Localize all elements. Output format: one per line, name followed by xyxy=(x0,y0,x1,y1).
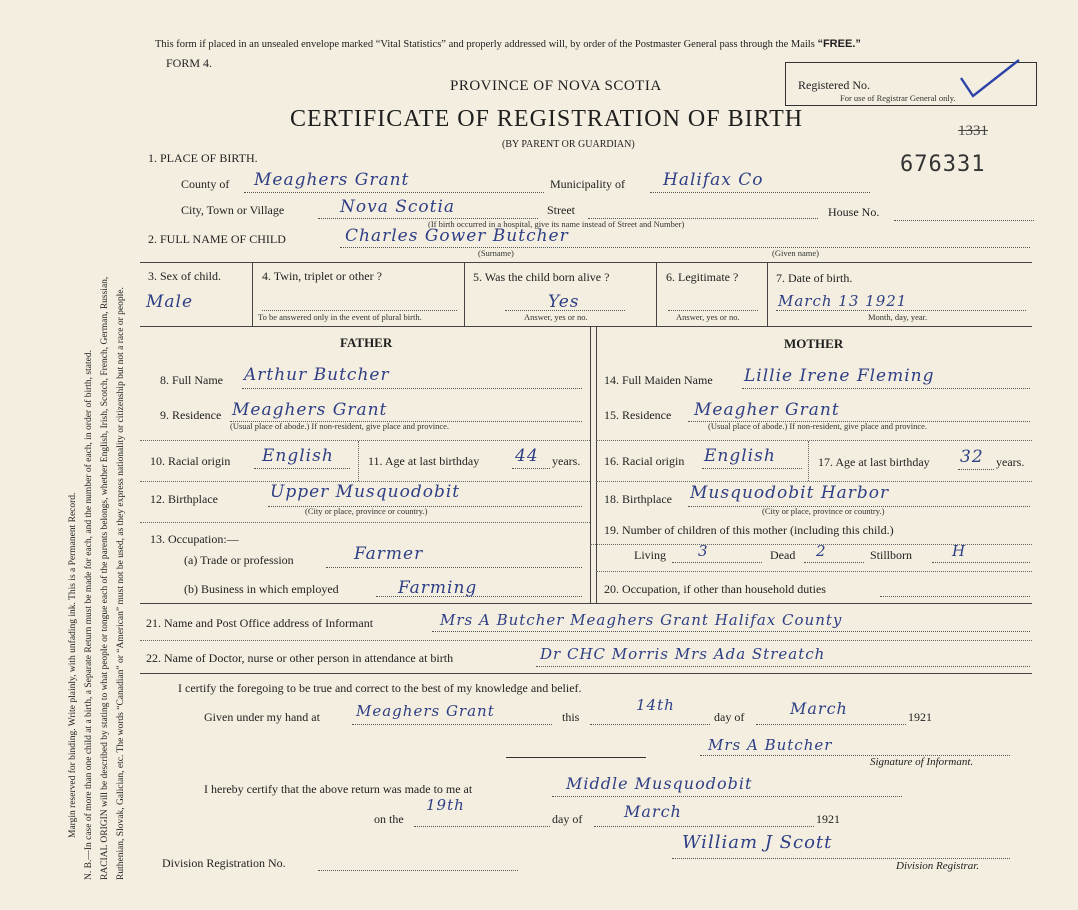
father-racial-value: English xyxy=(262,446,334,466)
mother-name-line xyxy=(742,388,1030,389)
mother-racial-line xyxy=(702,468,802,469)
street-note: (If birth occurred in a hospital, give its name instead of Street and Number) xyxy=(428,219,685,229)
father-racial-line xyxy=(254,468,350,469)
rule-22-bottom xyxy=(140,673,1032,674)
father-residence-value: Meaghers Grant xyxy=(232,400,388,420)
living-value: 3 xyxy=(698,542,709,560)
child-name-label: 2. FULL NAME OF CHILD xyxy=(148,232,286,246)
registrar-place-line xyxy=(552,796,902,797)
margin-note-racial-origin-cont: Ruthenian, Slovak, Galician, etc. The words “Canadian” or “American” must not be used, as they express nationality or citizenship but not a race or people. xyxy=(116,287,126,880)
margin-note-racial-origin: RACIAL ORIGIN will be described by stating to what people or tongue each of the parents belongs, whether English, Irish, Scotch, French, German, Russian, xyxy=(100,276,110,880)
legitimate-note: Answer, yes or no. xyxy=(676,312,740,322)
twin-note: To be answered only in the event of plural birth. xyxy=(258,312,422,322)
form-number: FORM 4. xyxy=(166,56,213,70)
dead-line xyxy=(804,562,864,563)
mother-racial-label: 16. Racial origin xyxy=(604,454,685,468)
mother-residence-note: (Usual place of abode.) If non-resident, give place and province. xyxy=(708,421,928,431)
mother-birthplace-note: (City or place, province or country.) xyxy=(762,506,885,516)
county-line xyxy=(244,192,544,193)
father-age-value: 44 xyxy=(515,446,539,466)
father-trade-line xyxy=(326,567,582,568)
rule-mother-16-17 xyxy=(808,441,809,481)
mother-occupation-label: 20. Occupation, if other than household duties xyxy=(604,582,826,596)
cert-day-line xyxy=(590,724,710,725)
registrar-place-value: Middle Musquodobit xyxy=(566,774,753,793)
mother-age-unit: years. xyxy=(996,455,1025,469)
registered-no-label: Registered No. xyxy=(798,78,870,92)
check-mark-icon xyxy=(955,56,1025,106)
informant-value: Mrs A Butcher Meaghers Grant Halifax County xyxy=(440,611,843,629)
father-name-line xyxy=(242,388,582,389)
sex-label: 3. Sex of child. xyxy=(148,269,221,283)
postal-notice-text: This form if placed in an unsealed envelope marked “Vital Statistics” and properly addressed will, by order of the Postmaster General pass through the Mails xyxy=(155,39,815,50)
municipality-line xyxy=(650,192,870,193)
crossed-number: 1331 xyxy=(958,123,988,139)
parents-divider-2 xyxy=(596,326,597,603)
page-title: CERTIFICATE OF REGISTRATION OF BIRTH xyxy=(290,106,804,132)
given-place-line xyxy=(352,724,552,725)
registrar-month-value: March xyxy=(624,802,682,821)
twin-label: 4. Twin, triplet or other ? xyxy=(262,269,382,283)
father-business-value: Farming xyxy=(398,578,478,598)
sex-value: Male xyxy=(146,292,194,312)
street-label: Street xyxy=(547,203,575,217)
rule-row3-v2 xyxy=(464,262,465,326)
father-racial-label: 10. Racial origin xyxy=(150,454,231,468)
dob-note: Month, day, year. xyxy=(868,312,928,322)
mother-racial-value: English xyxy=(704,446,776,466)
father-business-label: (b) Business in which employed xyxy=(184,582,339,596)
rule-father-10 xyxy=(140,440,590,441)
informant-signature-caption: Signature of Informant. xyxy=(870,756,974,768)
twin-line xyxy=(262,310,457,311)
rule-certify-divider xyxy=(506,757,646,758)
mother-age-label: 17. Age at last birthday xyxy=(818,455,930,469)
child-name-value: Charles Gower Butcher xyxy=(345,226,569,246)
on-the-label: on the xyxy=(374,812,404,826)
doctor-value: Dr CHC Morris Mrs Ada Streatch xyxy=(540,645,826,663)
mother-age-line xyxy=(958,469,994,470)
stillborn-label: Stillborn xyxy=(870,548,913,562)
rule-row3-top xyxy=(140,262,1032,263)
legitimate-label: 6. Legitimate ? xyxy=(666,270,739,284)
place-of-birth-heading: 1. PLACE OF BIRTH. xyxy=(148,151,258,165)
father-age-unit: years. xyxy=(552,454,581,468)
father-trade-label: (a) Trade or profession xyxy=(184,553,294,567)
alive-value: Yes xyxy=(548,292,580,312)
informant-label: 21. Name and Post Office address of Informant xyxy=(146,616,374,630)
mother-children-label: 19. Number of children of this mother (including this child.) xyxy=(604,523,894,537)
registrar-statement: I hereby certify that the above return was made to me at xyxy=(204,782,473,796)
informant-line xyxy=(432,631,1030,632)
father-age-label: 11. Age at last birthday xyxy=(368,454,480,468)
mother-occupation-line xyxy=(880,596,1030,597)
father-name-value: Arthur Butcher xyxy=(244,365,390,385)
father-occupation-label: 13. Occupation:— xyxy=(150,532,239,546)
mother-age-value: 32 xyxy=(960,447,984,467)
doctor-label: 22. Name of Doctor, nurse or other person in attendance at birth xyxy=(146,651,454,665)
rule-row3-v1 xyxy=(252,262,253,326)
registrar-month-line xyxy=(594,826,814,827)
city-label: City, Town or Village xyxy=(181,203,285,217)
certify-statement: I certify the foregoing to be true and correct to the best of my knowledge and belief. xyxy=(178,681,582,695)
registrar-year-value: 1921 xyxy=(816,812,840,826)
mother-name-value: Lillie Irene Fleming xyxy=(744,366,935,386)
margin-note-binding: Margin reserved for binding. Write plainly, with unfading ink. This is a Permanent Record. xyxy=(68,492,78,838)
mother-birthplace-label: 18. Birthplace xyxy=(604,492,672,506)
mother-heading: MOTHER xyxy=(784,336,844,351)
living-line xyxy=(672,562,762,563)
informant-signature: Mrs A Butcher xyxy=(708,736,833,754)
alive-label: 5. Was the child born alive ? xyxy=(473,270,610,284)
father-age-line xyxy=(512,468,550,469)
county-value: Meaghers Grant xyxy=(254,170,410,190)
municipality-value: Halifax Co xyxy=(663,170,764,190)
municipality-label: Municipality of xyxy=(550,177,625,191)
rule-father-13 xyxy=(140,522,590,523)
mother-birthplace-value: Musquodobit Harbor xyxy=(690,483,890,503)
rule-mother-18 xyxy=(596,481,1032,482)
rule-row3-bottom xyxy=(140,326,1032,327)
this-label: this xyxy=(562,710,580,724)
rule-parents-bottom xyxy=(140,603,1032,604)
living-label: Living xyxy=(634,548,666,562)
father-birthplace-label: 12. Birthplace xyxy=(150,492,218,506)
division-registration-line xyxy=(318,870,518,871)
house-no-line xyxy=(894,220,1034,221)
cert-month-value: March xyxy=(790,699,848,718)
father-birthplace-note: (City or place, province or country.) xyxy=(305,506,428,516)
registrar-day-of-label: day of xyxy=(552,812,583,826)
margin-note-multiple-births: N. B.—In case of more than one child at a birth, a Separate Return must be made for each, and the number of each, in order of birth, stated. xyxy=(84,350,94,880)
dob-label: 7. Date of birth. xyxy=(776,271,853,285)
postal-notice xyxy=(155,38,861,50)
registrar-day-line xyxy=(414,826,550,827)
rule-father-10-11 xyxy=(358,441,359,481)
cert-year-value: 1921 xyxy=(908,710,932,724)
stillborn-value: H xyxy=(952,542,967,560)
province-heading: PROVINCE OF NOVA SCOTIA xyxy=(450,78,662,94)
dead-value: 2 xyxy=(816,542,827,560)
alive-note: Answer, yes or no. xyxy=(524,312,588,322)
registrar-caption: Division Registrar. xyxy=(896,860,980,872)
mother-residence-label: 15. Residence xyxy=(604,408,672,422)
page-subtitle: (BY PARENT OR GUARDIAN) xyxy=(502,139,635,150)
rule-row3-v4 xyxy=(767,262,768,326)
cert-day-value: 14th xyxy=(636,696,675,714)
mother-name-label: 14. Full Maiden Name xyxy=(604,373,713,387)
legitimate-line xyxy=(668,310,758,311)
surname-note: (Surname) xyxy=(478,248,514,258)
father-trade-value: Farmer xyxy=(354,544,424,564)
mother-residence-value: Meagher Grant xyxy=(694,400,840,420)
registrar-general-note: For use of Registrar General only. xyxy=(840,93,956,103)
cert-month-line xyxy=(756,724,906,725)
postal-notice-free: “FREE.” xyxy=(817,38,861,50)
rule-row3-v3 xyxy=(656,262,657,326)
rule-21-22 xyxy=(140,640,1032,641)
father-residence-note: (Usual place of abode.) If non-resident, give place and province. xyxy=(230,421,450,431)
given-under-label: Given under my hand at xyxy=(204,710,320,724)
child-name-line xyxy=(340,247,1030,248)
given-name-note: (Given name) xyxy=(772,248,819,258)
given-place-value: Meaghers Grant xyxy=(356,702,495,720)
cert-day-of-label: day of xyxy=(714,710,745,724)
father-birthplace-value: Upper Musquodobit xyxy=(270,482,461,502)
father-heading: FATHER xyxy=(340,335,393,350)
division-registration-label: Division Registration No. xyxy=(162,856,286,870)
registrar-signature: William J Scott xyxy=(682,832,833,853)
rule-mother-16 xyxy=(596,440,1032,441)
doctor-line xyxy=(536,666,1030,667)
dob-value: March 13 1921 xyxy=(778,292,908,310)
stamped-number: 676331 xyxy=(900,152,986,177)
city-value: Nova Scotia xyxy=(340,197,456,217)
county-label: County of xyxy=(181,177,230,191)
dob-line xyxy=(776,310,1026,311)
dead-label: Dead xyxy=(770,548,796,562)
father-name-label: 8. Full Name xyxy=(160,373,223,387)
father-residence-label: 9. Residence xyxy=(160,408,222,422)
registrar-day-value: 19th xyxy=(426,796,465,814)
stillborn-line xyxy=(932,562,1030,563)
parents-divider-1 xyxy=(590,326,591,603)
rule-mother-20 xyxy=(596,571,1032,572)
registrar-signature-line xyxy=(672,858,1010,859)
house-no-label: House No. xyxy=(828,205,880,219)
